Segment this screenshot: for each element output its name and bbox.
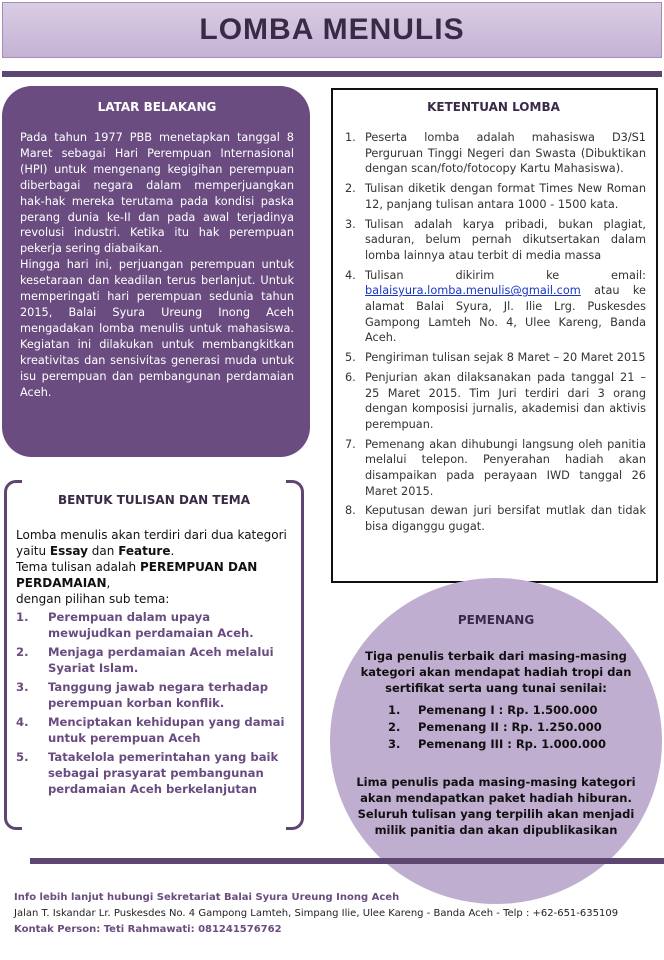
item-number: 1. <box>388 703 401 717</box>
item-number: 3. <box>345 217 356 231</box>
ketentuan-item <box>341 268 646 347</box>
prize-item <box>388 719 628 736</box>
subtema-item <box>16 749 296 797</box>
item-text: Tanggung jawab negara terhadap perempuan korban konflik. <box>48 680 269 710</box>
item-number: 3. <box>388 737 401 751</box>
subtema-intro: dengan pilihan sub tema: <box>16 592 170 606</box>
item-number: 5. <box>345 351 356 365</box>
item-text: Penjurian akan dilaksanakan pada tanggal 21 – 25 Maret 2015. Tim Juri terdiri dari 3 orang dengan komposisi jurnalis, akademisi dan aktivis perempuan. <box>365 370 646 431</box>
footer-info: Info lebih lanjut hubungi Sekretariat Balai Syura Ureung Inong Aceh <box>14 892 400 903</box>
item-text: Menjaga perdamaian Aceh melalui Syariat Islam. <box>48 645 274 675</box>
ketentuan-item <box>341 503 646 534</box>
ketentuan-item <box>341 370 646 433</box>
item-text: Tatakelola pemerintahan yang baik sebagai prasyarat pembangunan perdamaian Aceh berkelanjutan <box>48 750 279 796</box>
ketentuan-heading: KETENTUAN LOMBA <box>427 100 560 114</box>
kategori-conj: dan <box>87 544 119 558</box>
kategori-end: . <box>170 544 175 558</box>
item-text: Menciptakan kehidupan yang damai untuk perempuan Aceh <box>48 715 285 745</box>
item-text: Peserta lomba adalah mahasiswa D3/S1 Perguruan Tinggi Negeri dan Swasta (Dibuktikan dengan scan/foto/fotocopy Kartu Mahasiswa). <box>365 131 646 176</box>
item-number: 2. <box>388 720 401 734</box>
subtema-item <box>16 644 296 676</box>
item-text: Keputusan dewan juri bersifat mutlak dan tidak bisa diganggu gugat. <box>365 504 646 534</box>
tema-line <box>16 559 296 591</box>
prize-list <box>388 702 628 753</box>
item-text: Perempuan dalam upaya mewujudkan perdamaian Aceh. <box>48 610 254 640</box>
item-text: Pemenang III : Rp. 1.000.000 <box>418 737 607 751</box>
item-number: 4. <box>16 715 29 729</box>
latar-paragraph-2: Hingga hari ini, perjuangan perempuan untuk kesetaraan dan keadilan terus berlanjut. Untuk memperingati hari perempuan sedunia tahun 2015, Balai Syura Ureung Inong Aceh mengadakan lomba menulis untuk mahasiswa. Kegiatan ini dilakukan untuk membangkitkan kreativitas dan sensivitas generasi muda untuk isu perempuan dan pembangunan perdamaian Aceh. <box>20 258 294 399</box>
subtema-item <box>16 609 296 641</box>
tema-text: Tema tulisan adalah <box>16 560 140 574</box>
item-text: Pemenang I : Rp. 1.500.000 <box>418 703 598 717</box>
item-text: Tulisan diketik dengan format Times New Roman 12, panjang tulisan antara 1000 - 1500 kata. <box>365 182 646 211</box>
item-text: Pemenang akan dihubungi langsung oleh panitia melalui telepon. Penyerahan hadiah akan disampaikan pada perayaan IWD tanggal 26 Maret 2015. <box>365 437 646 498</box>
ketentuan-item <box>341 437 646 500</box>
item-number: 2. <box>345 182 356 196</box>
item-text-post: atau ke alamat Balai Syura, Jl. Ilie Lrg. Puskesdes Gampong Lamteh No. 4, Ulee Kareng, Banda Aceh. <box>365 284 646 345</box>
latar-heading: LATAR BELAKANG <box>97 100 217 114</box>
hiburan-text: Lima penulis pada masing-masing kategori akan mendapatkan paket hadiah hiburan. <box>356 775 636 805</box>
item-text-pre: Tulisan dikirim ke email: <box>365 268 646 282</box>
pemenang-intro: Tiga penulis terbaik dari masing-masing kategori akan mendapat hadiah tropi dan sertifikat serta uang tunai senilai: <box>360 649 632 695</box>
pemenang-circle <box>330 578 662 904</box>
kategori-text: Lomba menulis akan terdiri dari dua kategori yaitu <box>16 528 287 558</box>
footer <box>14 890 654 938</box>
bottom-divider <box>30 858 664 864</box>
pemenang-heading: PEMENANG <box>457 613 535 627</box>
item-number: 6. <box>345 370 356 384</box>
item-text: Pengiriman tulisan sejak 8 Maret – 20 Maret 2015 <box>365 351 646 365</box>
item-text <box>365 268 646 347</box>
bentuk-heading: BENTUK TULISAN DAN TEMA <box>57 493 251 507</box>
item-number: 1. <box>16 610 29 624</box>
latar-paragraph-1: Pada tahun 1977 PBB menetapkan tanggal 8 Maret sebagai Hari Perempuan Internasional (HPI) untuk mengenang kegigihan perempuan diberbagai negara dalam memperjuangkan hak-hak mereka terutama pada kondisi paska perang dunia ke-II dan pada awal terjadinya revolusi industri. Ketika itu hak perempuan pekerja sering diabaikan. <box>20 131 294 256</box>
page-title: LOMBA MENULIS <box>199 13 465 46</box>
latar-belakang-panel <box>2 86 310 457</box>
item-number: 1. <box>345 131 356 144</box>
footer-contact: Kontak Person: Teti Rahmawati: 081241576762 <box>14 924 282 935</box>
prize-item <box>388 702 628 719</box>
item-number: 2. <box>16 645 29 659</box>
ketentuan-item <box>341 217 646 264</box>
pemenang-outro <box>352 774 640 838</box>
bentuk-tulisan-panel <box>4 480 304 830</box>
ketentuan-lomba-box <box>331 88 658 583</box>
tema-value: PEREMPUAN DAN PERDAMAIAN <box>16 560 258 590</box>
ketentuan-item <box>341 181 646 212</box>
email-link[interactable]: balaisyura.lomba.menulis@gmail.com <box>365 284 581 298</box>
top-divider <box>2 71 662 77</box>
item-text: Pemenang II : Rp. 1.250.000 <box>418 720 602 734</box>
prize-item <box>388 736 628 753</box>
item-number: 8. <box>345 504 356 518</box>
subtema-item <box>16 714 296 746</box>
item-number: 3. <box>16 680 29 694</box>
bentuk-body <box>16 527 296 800</box>
item-number: 4. <box>345 268 356 282</box>
subtema-item <box>16 679 296 711</box>
kategori-essay: Essay <box>49 544 88 558</box>
kategori-line <box>16 527 296 559</box>
ketentuan-list <box>341 130 646 535</box>
kategori-feature: Feature <box>118 544 171 558</box>
ketentuan-item <box>341 350 646 366</box>
footer-address: Jalan T. Iskandar Lr. Puskesdes No. 4 Gampong Lamteh, Simpang Ilie, Ulee Kareng - Banda Aceh - Telp : +62-651-635109 <box>14 908 619 919</box>
tema-end: , <box>106 576 111 590</box>
publikasi-text: Seluruh tulisan yang terpilih akan menjadi milik panitia dan akan dipublikasikan <box>357 807 635 837</box>
ketentuan-item <box>341 130 646 177</box>
title-banner <box>2 2 662 58</box>
subtema-list <box>16 609 296 797</box>
item-number: 5. <box>16 750 29 764</box>
item-text: Tulisan adalah karya pribadi, bukan plagiat, saduran, belum pernah dikutsertakan dalam lomba lainnya atau terbit di media massa <box>365 217 646 262</box>
item-number: 7. <box>345 437 356 451</box>
